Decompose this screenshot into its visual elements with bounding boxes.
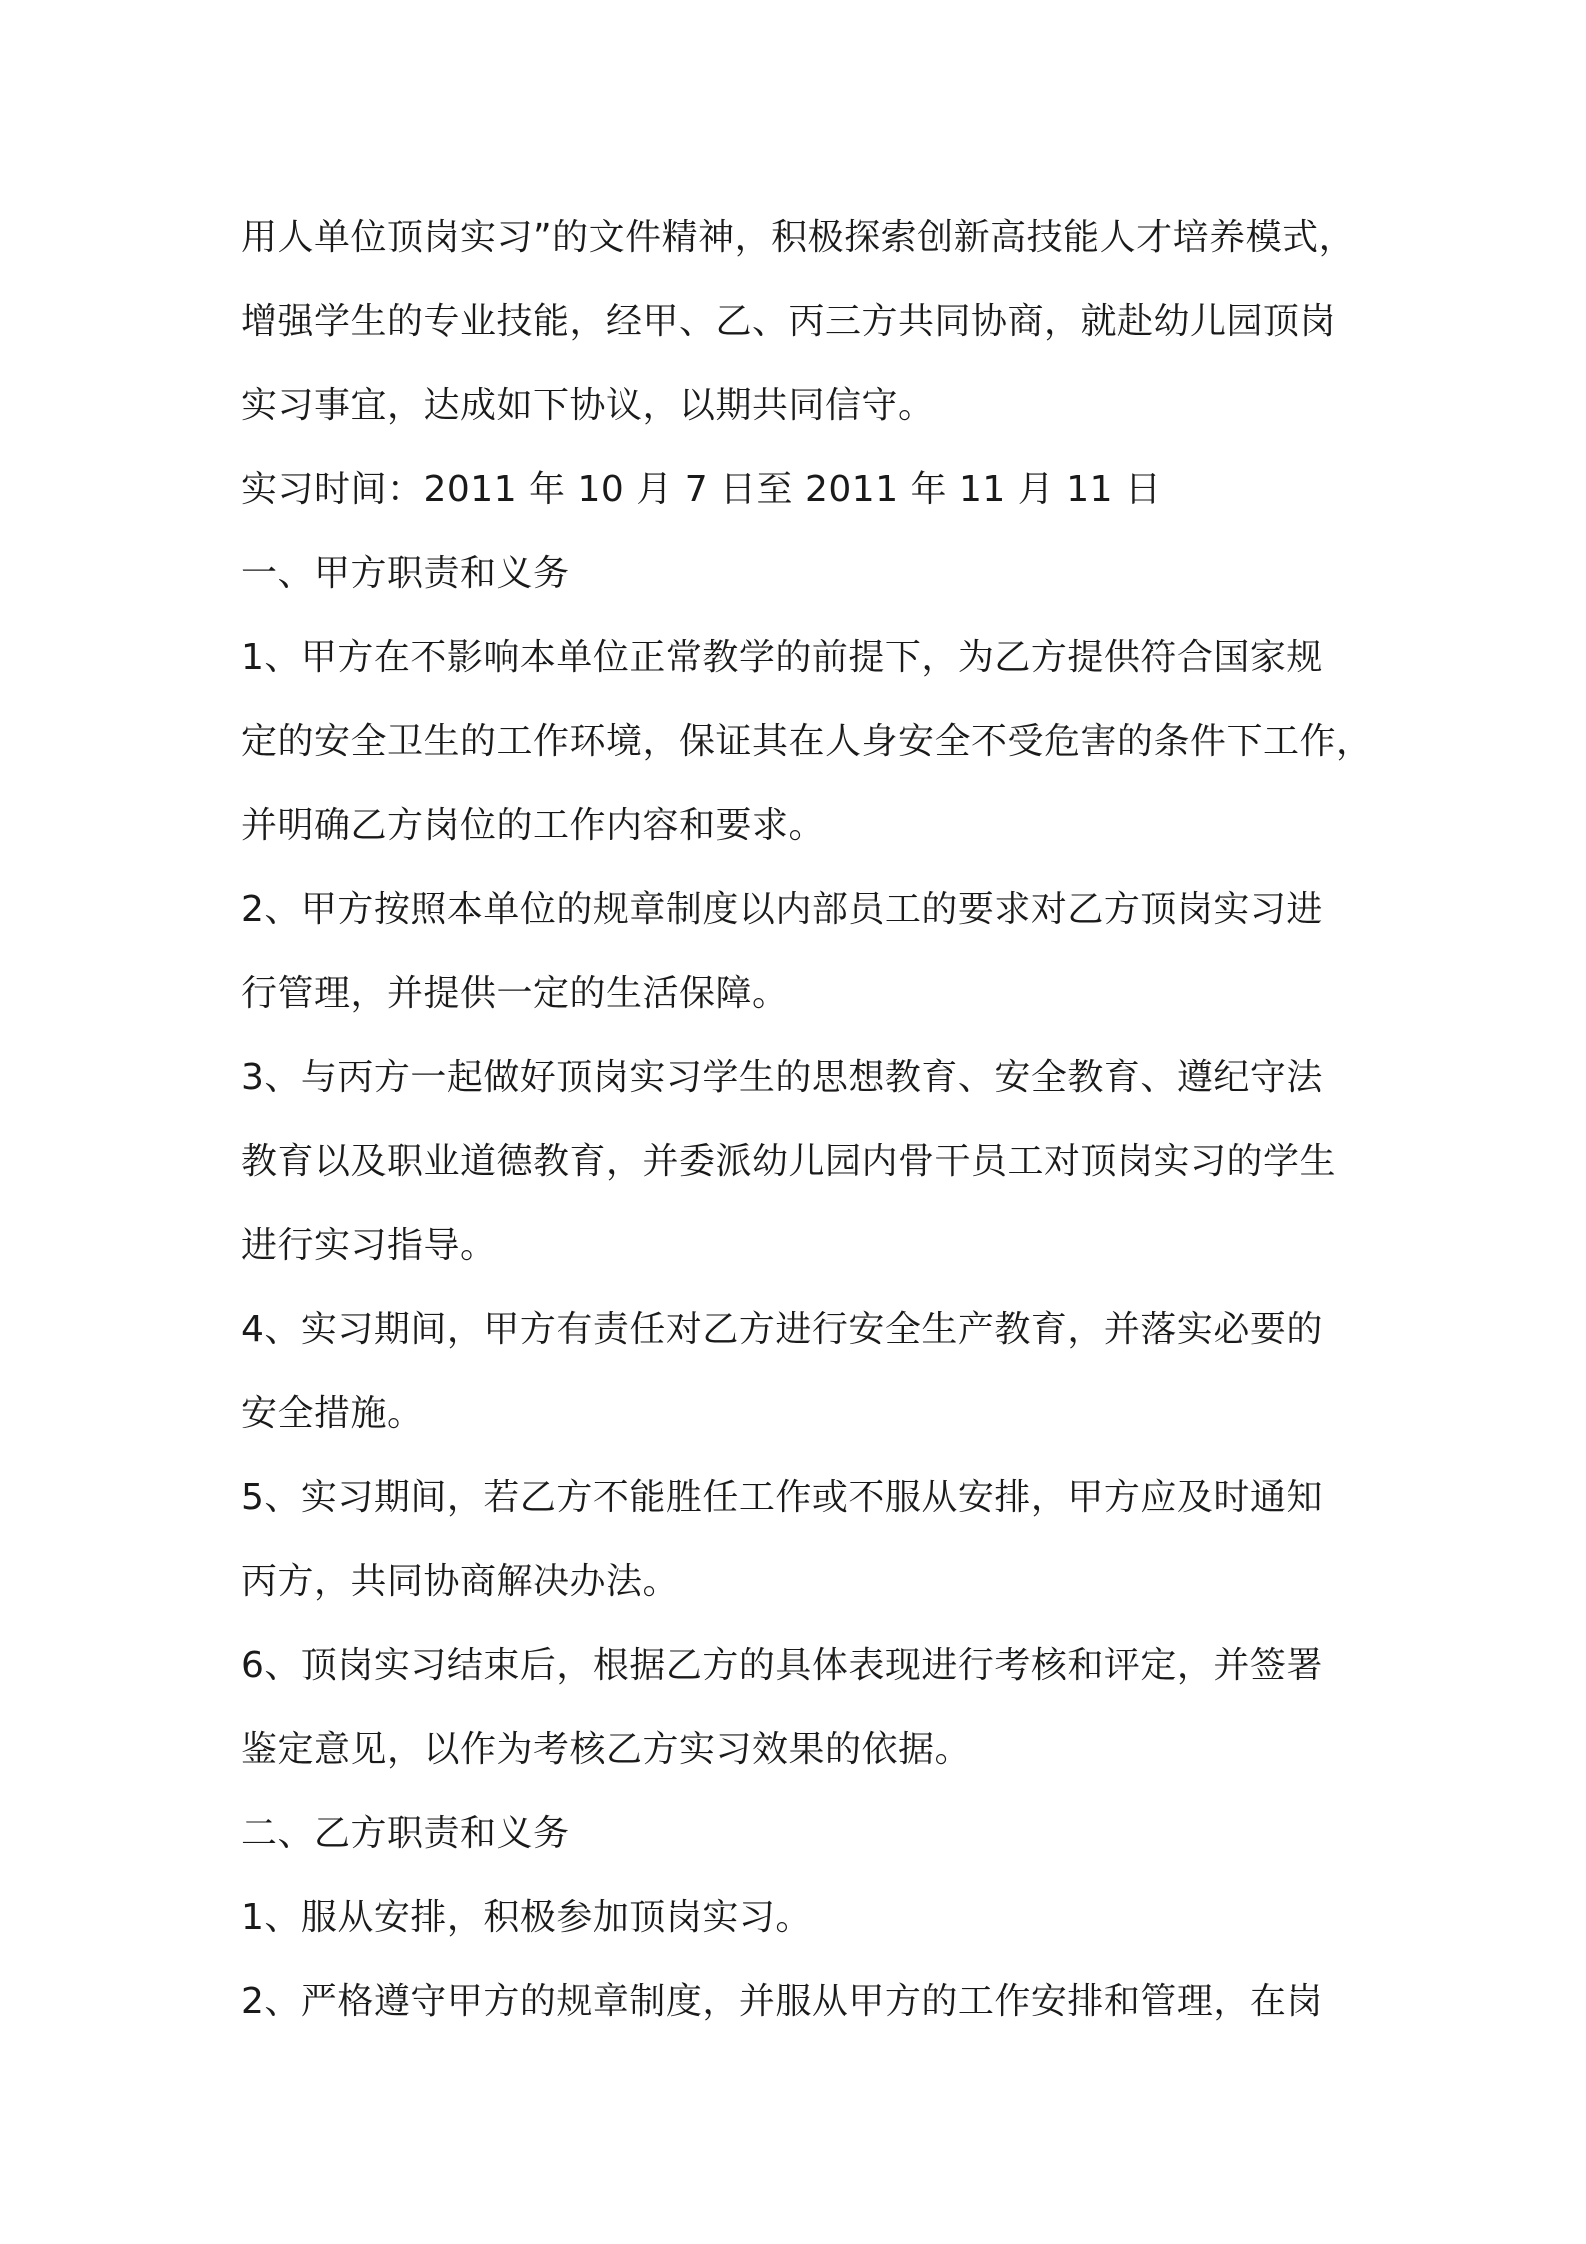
text-line: 3、与丙方一起做好顶岗实习学生的思想教育、安全教育、遵纪守法 (241, 1057, 1323, 1098)
text-line: 教育以及职业道德教育，并委派幼儿园内骨干员工对顶岗实习的学生 (241, 1141, 1337, 1182)
document-body (241, 196, 1373, 2044)
text-line: 实习事宜，达成如下协议，以期共同信守。 (241, 385, 935, 426)
text-line: 2、甲方按照本单位的规章制度以内部员工的要求对乙方顶岗实习进 (241, 889, 1323, 930)
section-heading-party-b: 二、乙方职责和义务 (241, 1813, 570, 1854)
text-line: 2、严格遵守甲方的规章制度，并服从甲方的工作安排和管理，在岗 (241, 1981, 1323, 2022)
section-heading-party-a: 一、甲方职责和义务 (241, 553, 570, 594)
text-line: 5、实习期间，若乙方不能胜任工作或不服从安排，甲方应及时通知 (241, 1477, 1323, 1518)
text-line: 1、服从安排，积极参加顶岗实习。 (241, 1897, 812, 1938)
internship-period: 实习时间：2011 年 10 月 7 日至 2011 年 11 月 11 日 (241, 469, 1162, 510)
text-line: 安全措施。 (241, 1393, 424, 1434)
text-line: 6、顶岗实习结束后，根据乙方的具体表现进行考核和评定，并签署 (241, 1645, 1323, 1686)
text-line: 1、甲方在不影响本单位正常教学的前提下，为乙方提供符合国家规 (241, 637, 1323, 678)
text-line: 定的安全卫生的工作环境，保证其在人身安全不受危害的条件下工作， (241, 721, 1373, 762)
text-line: 鉴定意见，以作为考核乙方实习效果的依据。 (241, 1729, 972, 1770)
text-line: 进行实习指导。 (241, 1225, 497, 1266)
text-line: 4、实习期间，甲方有责任对乙方进行安全生产教育，并落实必要的 (241, 1309, 1323, 1350)
text-line: 行管理，并提供一定的生活保障。 (241, 973, 789, 1014)
text-line: 用人单位顶岗实习”的文件精神，积极探索创新高技能人才培养模式， (241, 217, 1356, 258)
text-line: 并明确乙方岗位的工作内容和要求。 (241, 805, 826, 846)
text-line: 增强学生的专业技能，经甲、乙、丙三方共同协商，就赴幼儿园顶岗 (241, 301, 1337, 342)
text-line: 丙方，共同协商解决办法。 (241, 1561, 680, 1602)
